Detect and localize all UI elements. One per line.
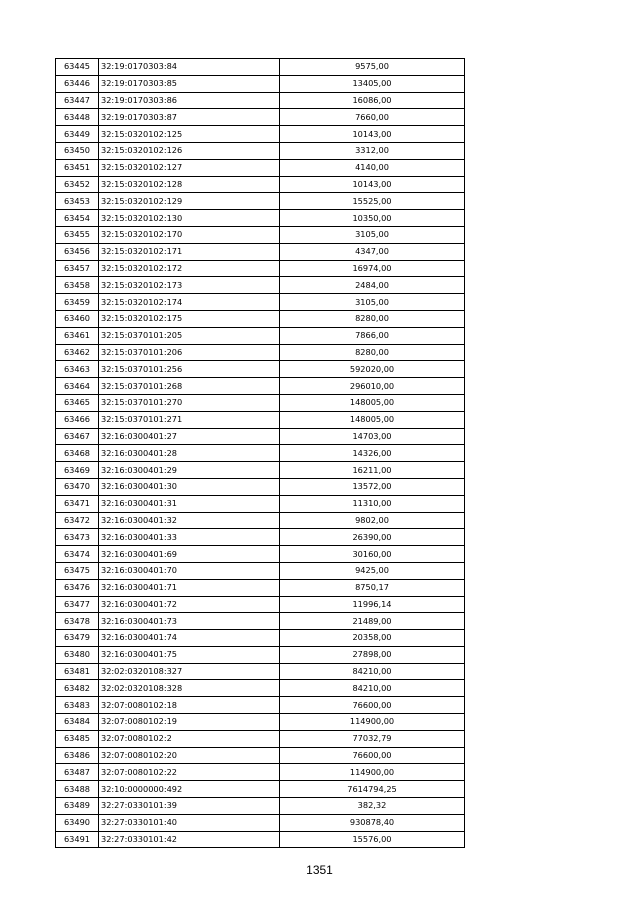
value-cell: 76600,00	[280, 697, 465, 714]
table-body	[56, 59, 465, 848]
row-number-cell: 63453	[56, 193, 99, 210]
row-number-cell: 63448	[56, 109, 99, 126]
value-cell: 11996,14	[280, 596, 465, 613]
value-cell: 84210,00	[280, 663, 465, 680]
row-number-cell: 63473	[56, 529, 99, 546]
value-cell: 114900,00	[280, 714, 465, 731]
cadastral-number-cell: 32:15:0370101:268	[99, 378, 280, 395]
value-cell: 14326,00	[280, 445, 465, 462]
row-number-cell: 63485	[56, 730, 99, 747]
value-cell: 7660,00	[280, 109, 465, 126]
table-row	[56, 478, 465, 495]
row-number-cell: 63483	[56, 697, 99, 714]
value-cell: 84210,00	[280, 680, 465, 697]
value-cell: 27898,00	[280, 646, 465, 663]
cadastral-number-cell: 32:15:0320102:172	[99, 260, 280, 277]
cadastral-number-cell: 32:16:0300401:29	[99, 462, 280, 479]
row-number-cell: 63461	[56, 327, 99, 344]
value-cell: 2484,00	[280, 277, 465, 294]
table-row	[56, 663, 465, 680]
table-row	[56, 159, 465, 176]
row-number-cell: 63489	[56, 798, 99, 815]
cadastral-number-cell: 32:16:0300401:73	[99, 613, 280, 630]
value-cell: 16086,00	[280, 92, 465, 109]
table-row	[56, 814, 465, 831]
value-cell: 9802,00	[280, 512, 465, 529]
row-number-cell: 63445	[56, 59, 99, 76]
row-number-cell: 63457	[56, 260, 99, 277]
cadastral-number-cell: 32:15:0370101:206	[99, 344, 280, 361]
cadastral-number-cell: 32:10:0000000:492	[99, 781, 280, 798]
value-cell: 20358,00	[280, 630, 465, 647]
value-cell: 9425,00	[280, 562, 465, 579]
cadastral-number-cell: 32:27:0330101:39	[99, 798, 280, 815]
row-number-cell: 63482	[56, 680, 99, 697]
cadastral-number-cell: 32:15:0320102:175	[99, 310, 280, 327]
cadastral-value-table	[55, 58, 465, 848]
cadastral-number-cell: 32:19:0170303:84	[99, 59, 280, 76]
table-row	[56, 327, 465, 344]
cadastral-number-cell: 32:15:0370101:256	[99, 361, 280, 378]
value-cell: 10350,00	[280, 210, 465, 227]
table-row	[56, 680, 465, 697]
value-cell: 15525,00	[280, 193, 465, 210]
cadastral-number-cell: 32:15:0320102:128	[99, 176, 280, 193]
value-cell: 10143,00	[280, 176, 465, 193]
cadastral-number-cell: 32:07:0080102:18	[99, 697, 280, 714]
row-number-cell: 63477	[56, 596, 99, 613]
value-cell: 3105,00	[280, 226, 465, 243]
table-row	[56, 361, 465, 378]
table-row	[56, 529, 465, 546]
table-row	[56, 277, 465, 294]
row-number-cell: 63472	[56, 512, 99, 529]
cadastral-number-cell: 32:16:0300401:27	[99, 428, 280, 445]
table-row	[56, 781, 465, 798]
value-cell: 148005,00	[280, 411, 465, 428]
row-number-cell: 63469	[56, 462, 99, 479]
value-cell: 13405,00	[280, 75, 465, 92]
cadastral-number-cell: 32:07:0080102:2	[99, 730, 280, 747]
table-row	[56, 92, 465, 109]
row-number-cell: 63487	[56, 764, 99, 781]
cadastral-number-cell: 32:16:0300401:33	[99, 529, 280, 546]
cadastral-number-cell: 32:16:0300401:69	[99, 546, 280, 563]
table-row	[56, 579, 465, 596]
table-row	[56, 630, 465, 647]
cadastral-number-cell: 32:15:0320102:126	[99, 142, 280, 159]
cadastral-number-cell: 32:16:0300401:74	[99, 630, 280, 647]
row-number-cell: 63488	[56, 781, 99, 798]
row-number-cell: 63471	[56, 495, 99, 512]
table-row	[56, 210, 465, 227]
row-number-cell: 63464	[56, 378, 99, 395]
table-row	[56, 109, 465, 126]
value-cell: 16211,00	[280, 462, 465, 479]
value-cell: 382,32	[280, 798, 465, 815]
value-cell: 9575,00	[280, 59, 465, 76]
row-number-cell: 63454	[56, 210, 99, 227]
table-row	[56, 142, 465, 159]
cadastral-number-cell: 32:15:0320102:170	[99, 226, 280, 243]
row-number-cell: 63480	[56, 646, 99, 663]
row-number-cell: 63470	[56, 478, 99, 495]
row-number-cell: 63463	[56, 361, 99, 378]
cadastral-number-cell: 32:19:0170303:87	[99, 109, 280, 126]
row-number-cell: 63460	[56, 310, 99, 327]
cadastral-number-cell: 32:16:0300401:32	[99, 512, 280, 529]
cadastral-number-cell: 32:27:0330101:42	[99, 831, 280, 848]
value-cell: 76600,00	[280, 747, 465, 764]
value-cell: 8280,00	[280, 344, 465, 361]
table-row	[56, 747, 465, 764]
cadastral-number-cell: 32:07:0080102:22	[99, 764, 280, 781]
cadastral-number-cell: 32:15:0370101:205	[99, 327, 280, 344]
value-cell: 592020,00	[280, 361, 465, 378]
value-cell: 3105,00	[280, 294, 465, 311]
value-cell: 13572,00	[280, 478, 465, 495]
table-row	[56, 75, 465, 92]
table-row	[56, 495, 465, 512]
cadastral-number-cell: 32:02:0320108:328	[99, 680, 280, 697]
table-row	[56, 613, 465, 630]
cadastral-number-cell: 32:15:0320102:174	[99, 294, 280, 311]
table-row	[56, 226, 465, 243]
value-cell: 10143,00	[280, 126, 465, 143]
value-cell: 11310,00	[280, 495, 465, 512]
value-cell: 148005,00	[280, 394, 465, 411]
row-number-cell: 63476	[56, 579, 99, 596]
value-cell: 296010,00	[280, 378, 465, 395]
row-number-cell: 63449	[56, 126, 99, 143]
table-row	[56, 562, 465, 579]
cadastral-number-cell: 32:16:0300401:31	[99, 495, 280, 512]
cadastral-number-cell: 32:07:0080102:20	[99, 747, 280, 764]
table-row	[56, 428, 465, 445]
value-cell: 30160,00	[280, 546, 465, 563]
cadastral-number-cell: 32:15:0320102:130	[99, 210, 280, 227]
row-number-cell: 63479	[56, 630, 99, 647]
table-row	[56, 260, 465, 277]
row-number-cell: 63484	[56, 714, 99, 731]
table-row	[56, 411, 465, 428]
cadastral-number-cell: 32:16:0300401:28	[99, 445, 280, 462]
row-number-cell: 63447	[56, 92, 99, 109]
cadastral-number-cell: 32:02:0320108:327	[99, 663, 280, 680]
row-number-cell: 63481	[56, 663, 99, 680]
row-number-cell: 63458	[56, 277, 99, 294]
table-row	[56, 798, 465, 815]
cadastral-number-cell: 32:19:0170303:85	[99, 75, 280, 92]
cadastral-number-cell: 32:15:0370101:271	[99, 411, 280, 428]
value-cell: 77032,79	[280, 730, 465, 747]
row-number-cell: 63462	[56, 344, 99, 361]
table-row	[56, 378, 465, 395]
table-row	[56, 445, 465, 462]
row-number-cell: 63491	[56, 831, 99, 848]
table-row	[56, 831, 465, 848]
page-number: 1351	[306, 863, 333, 877]
cadastral-number-cell: 32:16:0300401:70	[99, 562, 280, 579]
row-number-cell: 63486	[56, 747, 99, 764]
cadastral-number-cell: 32:19:0170303:86	[99, 92, 280, 109]
value-cell: 930878,40	[280, 814, 465, 831]
cadastral-number-cell: 32:15:0370101:270	[99, 394, 280, 411]
cadastral-number-cell: 32:15:0320102:129	[99, 193, 280, 210]
row-number-cell: 63468	[56, 445, 99, 462]
table-row	[56, 310, 465, 327]
table-row	[56, 596, 465, 613]
cadastral-number-cell: 32:16:0300401:71	[99, 579, 280, 596]
table-row	[56, 394, 465, 411]
table-row	[56, 697, 465, 714]
value-cell: 15576,00	[280, 831, 465, 848]
cadastral-number-cell: 32:07:0080102:19	[99, 714, 280, 731]
table-row	[56, 193, 465, 210]
row-number-cell: 63467	[56, 428, 99, 445]
cadastral-number-cell: 32:16:0300401:72	[99, 596, 280, 613]
value-cell: 3312,00	[280, 142, 465, 159]
value-cell: 14703,00	[280, 428, 465, 445]
value-cell: 16974,00	[280, 260, 465, 277]
row-number-cell: 63455	[56, 226, 99, 243]
row-number-cell: 63446	[56, 75, 99, 92]
value-cell: 4347,00	[280, 243, 465, 260]
table-row	[56, 243, 465, 260]
row-number-cell: 63478	[56, 613, 99, 630]
cadastral-number-cell: 32:15:0320102:127	[99, 159, 280, 176]
table-row	[56, 546, 465, 563]
cadastral-number-cell: 32:15:0320102:171	[99, 243, 280, 260]
row-number-cell: 63450	[56, 142, 99, 159]
table-row	[56, 176, 465, 193]
value-cell: 114900,00	[280, 764, 465, 781]
table-row	[56, 764, 465, 781]
cadastral-number-cell: 32:16:0300401:30	[99, 478, 280, 495]
table-row	[56, 646, 465, 663]
row-number-cell: 63465	[56, 394, 99, 411]
table-row	[56, 462, 465, 479]
value-cell: 7614794,25	[280, 781, 465, 798]
row-number-cell: 63456	[56, 243, 99, 260]
value-cell: 8750,17	[280, 579, 465, 596]
cadastral-number-cell: 32:16:0300401:75	[99, 646, 280, 663]
table-row	[56, 59, 465, 76]
row-number-cell: 63475	[56, 562, 99, 579]
row-number-cell: 63452	[56, 176, 99, 193]
table-row	[56, 126, 465, 143]
row-number-cell: 63490	[56, 814, 99, 831]
row-number-cell: 63459	[56, 294, 99, 311]
table-row	[56, 294, 465, 311]
row-number-cell: 63466	[56, 411, 99, 428]
cadastral-number-cell: 32:27:0330101:40	[99, 814, 280, 831]
cadastral-number-cell: 32:15:0320102:173	[99, 277, 280, 294]
table-row	[56, 512, 465, 529]
row-number-cell: 63474	[56, 546, 99, 563]
table-row	[56, 714, 465, 731]
table-row	[56, 344, 465, 361]
value-cell: 26390,00	[280, 529, 465, 546]
value-cell: 21489,00	[280, 613, 465, 630]
value-cell: 8280,00	[280, 310, 465, 327]
value-cell: 4140,00	[280, 159, 465, 176]
row-number-cell: 63451	[56, 159, 99, 176]
table-row	[56, 730, 465, 747]
cadastral-number-cell: 32:15:0320102:125	[99, 126, 280, 143]
value-cell: 7866,00	[280, 327, 465, 344]
